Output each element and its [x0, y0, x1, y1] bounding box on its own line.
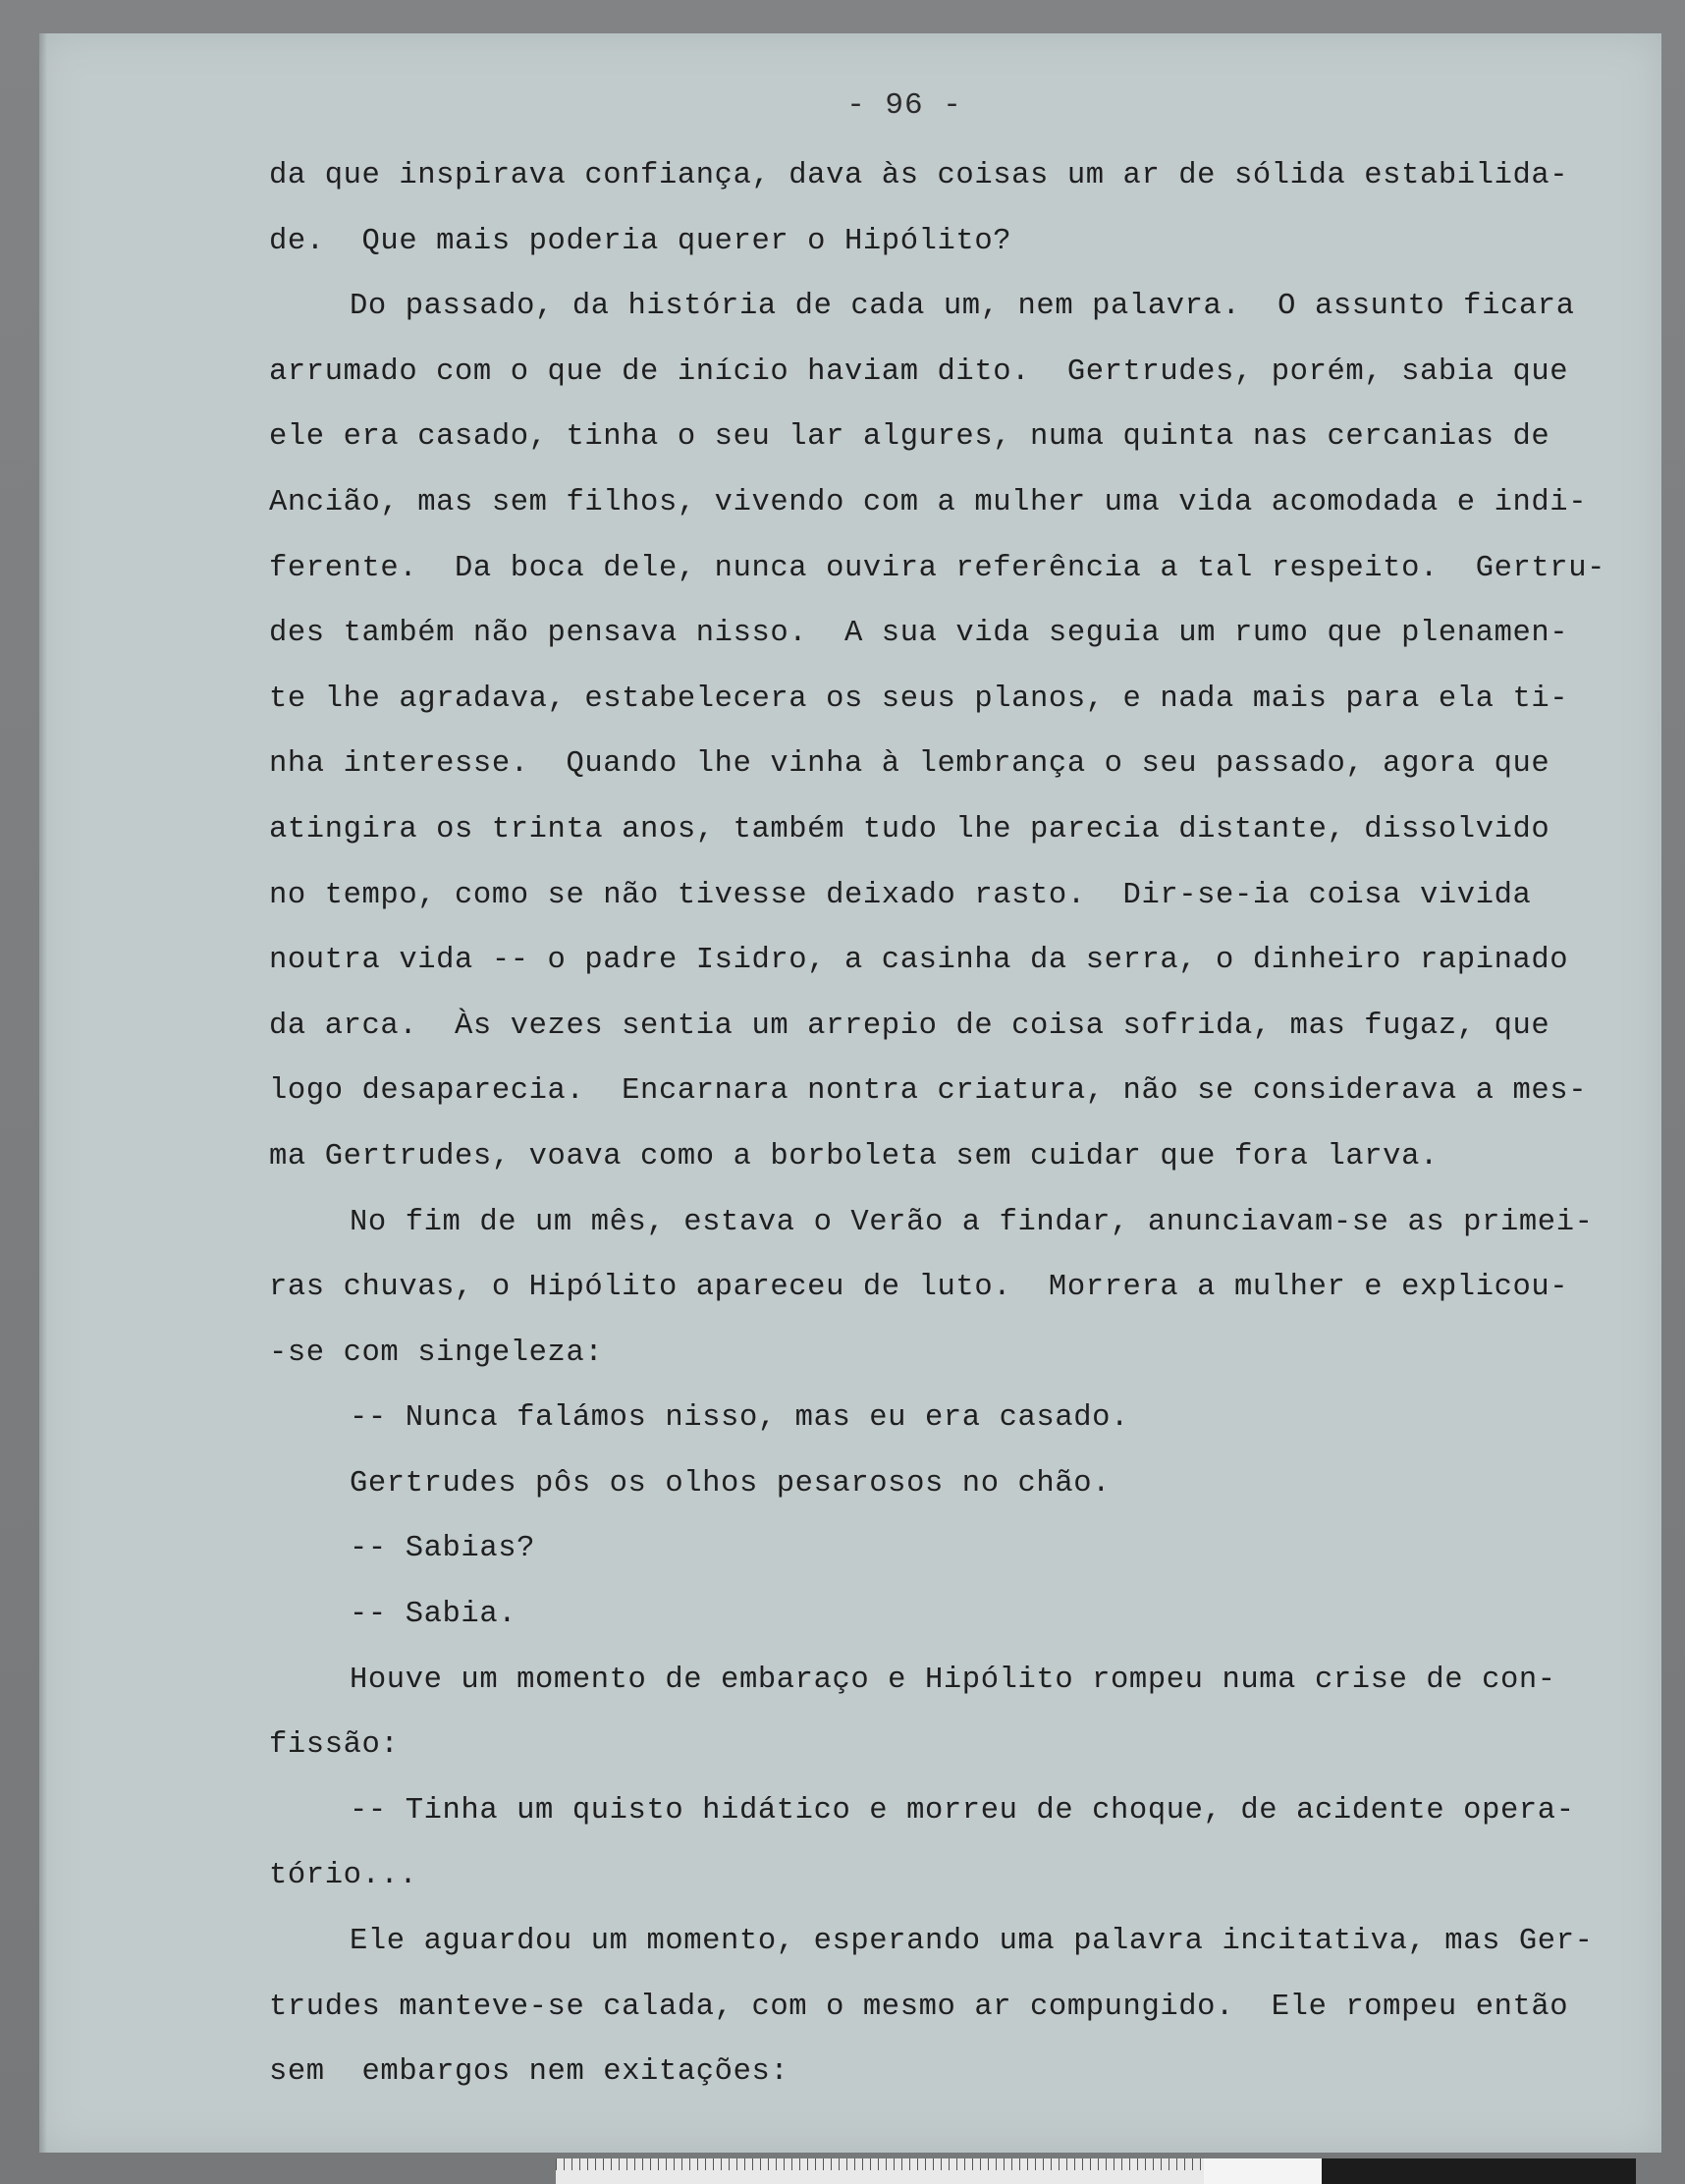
text-line: Houve um momento de embaraço e Hipólito rompeu numa crise de con- — [350, 1663, 1556, 1697]
text-line: ele era casado, tinha o seu lar algures, numa quinta nas cercanias de — [269, 420, 1550, 455]
text-line: da arca. Às vezes sentia um arrepio de coisa sofrida, mas fugaz, que — [269, 1009, 1550, 1043]
text-line: ras chuvas, o Hipólito apareceu de luto. Morrera a mulher e explicou- — [269, 1271, 1569, 1305]
text-line: ma Gertrudes, voava como a borboleta sem cuidar que fora larva. — [269, 1139, 1439, 1174]
text-line: No fim de um mês, estava o Verão a findar, anunciavam-se as primei- — [350, 1205, 1594, 1239]
page-edge-shadow — [39, 33, 47, 2153]
text-line: logo desaparecia. Encarnara nontra criatura, não se considerava a mes- — [269, 1074, 1588, 1109]
ruler-black-patch — [1322, 2158, 1636, 2184]
dialogue-line: -- Nunca falámos nisso, mas eu era casado. — [350, 1401, 1129, 1436]
text-line: arrumado com o que de início haviam dito. Gertrudes, porém, sabia que — [269, 355, 1569, 389]
text-line: de. Que mais poderia querer o Hipólito? — [269, 224, 1012, 258]
text-line: Ele aguardou um momento, esperando uma palavra incitativa, mas Ger- — [350, 1925, 1594, 1959]
text-line: Do passado, da história de cada um, nem palavra. O assunto ficara — [350, 290, 1575, 324]
text-line: noutra vida -- o padre Isidro, a casinha da serra, o dinheiro rapinado — [269, 944, 1569, 978]
typewritten-page — [39, 33, 1661, 2153]
text-line: sem embargos nem exitações: — [269, 2055, 789, 2090]
body-text — [269, 143, 1685, 2105]
dialogue-line: -- Sabias? — [350, 1532, 536, 1566]
ruler-white-patch — [1204, 2158, 1322, 2184]
text-line: Gertrudes pôs os olhos pesarosos no chão. — [350, 1466, 1112, 1501]
text-line: des também não pensava nisso. A sua vida seguia um rumo que plenamen- — [269, 617, 1569, 651]
text-line: Ancião, mas sem filhos, vivendo com a mulher uma vida acomodada e indi- — [269, 485, 1588, 519]
text-line: te lhe agradava, estabelecera os seus planos, e nada mais para ela ti- — [269, 682, 1569, 716]
ruler-ticks — [556, 2158, 1204, 2170]
page-number: - 96 - — [846, 88, 962, 123]
text-line: da que inspirava confiança, dava às coisas um ar de sólida estabilida- — [269, 159, 1569, 192]
text-line: -se com singeleza: — [269, 1336, 604, 1370]
text-line: ferente. Da boca dele, nunca ouvira referência a tal respeito. Gertru- — [269, 551, 1606, 585]
text-line: trudes manteve-se calada, com o mesmo ar compungido. Ele rompeu então — [269, 1990, 1569, 2024]
text-line: tório... — [269, 1859, 418, 1893]
text-line: fissão: — [269, 1728, 400, 1763]
text-line: atingira os trinta anos, também tudo lhe parecia distante, dissolvido — [269, 812, 1550, 846]
dialogue-line: -- Sabia. — [350, 1598, 517, 1632]
scan-calibration-ruler — [556, 2158, 1636, 2184]
text-line: nha interesse. Quando lhe vinha à lembrança o seu passado, agora que — [269, 747, 1550, 782]
text-line: no tempo, como se não tivesse deixado rasto. Dir-se-ia coisa vivida — [269, 878, 1532, 912]
dialogue-line: -- Tinha um quisto hidático e morreu de choque, de acidente opera- — [350, 1793, 1575, 1828]
